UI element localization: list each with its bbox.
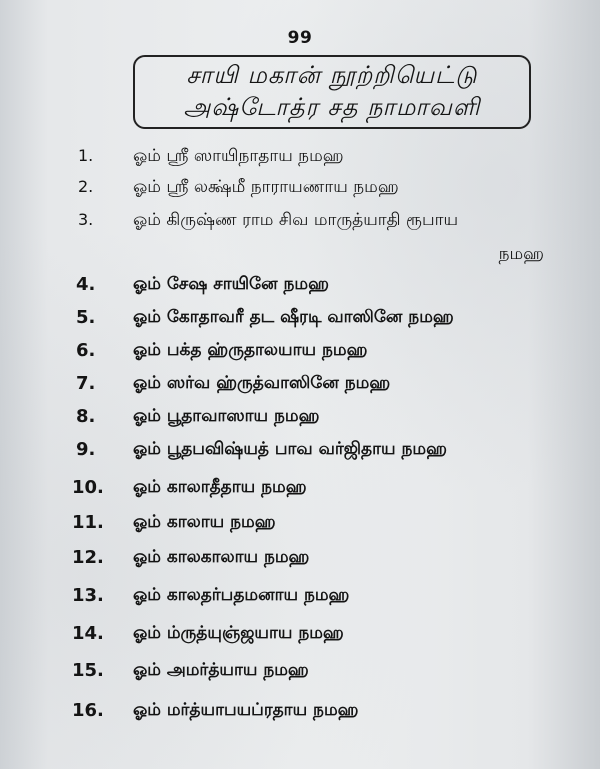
entry-number: 12. xyxy=(72,547,104,568)
list-item xyxy=(0,547,600,581)
list-item xyxy=(0,340,600,374)
entry-text: ஓம் காலாதீதாய நமஹ xyxy=(133,477,307,497)
entry-number: 4. xyxy=(76,274,96,295)
entry-number: 1. xyxy=(78,146,94,165)
list-item xyxy=(0,146,600,180)
list-item xyxy=(0,512,600,546)
entry-number: 8. xyxy=(76,406,96,427)
entry-number: 14. xyxy=(72,623,104,644)
entry-text: ஓம் கிருஷ்ண ராம சிவ மாருத்யாதி ரூபாய xyxy=(133,210,459,230)
list-item xyxy=(0,274,600,308)
list-item xyxy=(0,307,600,341)
entry-text: ஓம் ஸ்ரீ ஸாயிநாதாய நமஹ xyxy=(133,146,344,166)
page-number: 99 xyxy=(287,28,313,48)
entry-text: ஓம் ஸர்வ ஹ்ருத்வாஸினே நமஹ xyxy=(133,373,391,393)
entry-number: 7. xyxy=(76,373,96,394)
entry-text: ஓம் சேஷ சாயினே நமஹ xyxy=(133,274,329,294)
list-item xyxy=(0,439,600,473)
list-item xyxy=(0,373,600,407)
list-item xyxy=(0,210,600,270)
title-line-1: சாயி மகான் நூற்றியெட்டு xyxy=(186,61,478,89)
list-item xyxy=(0,700,600,734)
entry-text: ஓம் ம்ருத்யுஞ்ஜயாய நமஹ xyxy=(133,623,344,643)
entry-text: ஓம் ஸ்ரீ லக்ஷ்மீ நாராயணாய நமஹ xyxy=(133,177,399,197)
list-item xyxy=(0,623,600,657)
entry-text: ஓம் காலதர்பதமனாய நமஹ xyxy=(133,585,350,605)
entry-number: 6. xyxy=(76,340,96,361)
entry-text: ஓம் கோதாவரீ தட ஷீரடி வாஸினே நமஹ xyxy=(133,307,454,327)
entry-text: ஓம் மர்த்யாபயப்ரதாய நமஹ xyxy=(133,700,359,720)
entry-number: 10. xyxy=(72,477,104,498)
entry-number: 15. xyxy=(72,660,104,681)
entry-number: 11. xyxy=(72,512,104,533)
entry-number: 5. xyxy=(76,307,96,328)
list-item xyxy=(0,660,600,694)
entry-text: ஓம் பூதபவிஷ்யத் பாவ வர்ஜிதாய நமஹ xyxy=(133,439,447,459)
entry-text: ஓம் காலகாலாய நமஹ xyxy=(133,547,310,567)
entry-number: 13. xyxy=(72,585,104,606)
entry-number: 9. xyxy=(76,439,96,460)
list-item xyxy=(0,585,600,619)
entry-text: ஓம் காலாய நமஹ xyxy=(133,512,276,532)
title-line-2: அஷ்டோத்ர சத நாமாவளி xyxy=(183,93,481,121)
entry-number: 16. xyxy=(72,700,104,721)
entry-number: 2. xyxy=(78,177,94,196)
entry-text: ஓம் பூதாவாஸாய நமஹ xyxy=(133,406,320,426)
list-item xyxy=(0,406,600,440)
list-item xyxy=(0,477,600,511)
title-box xyxy=(133,55,531,129)
entry-text-continuation: நமஹ xyxy=(498,244,544,264)
list-item xyxy=(0,177,600,211)
entry-text: ஓம் பக்த ஹ்ருதாலயாய நமஹ xyxy=(133,340,368,360)
entry-number: 3. xyxy=(78,210,94,229)
entry-text: ஓம் அமர்த்யாய நமஹ xyxy=(133,660,309,680)
